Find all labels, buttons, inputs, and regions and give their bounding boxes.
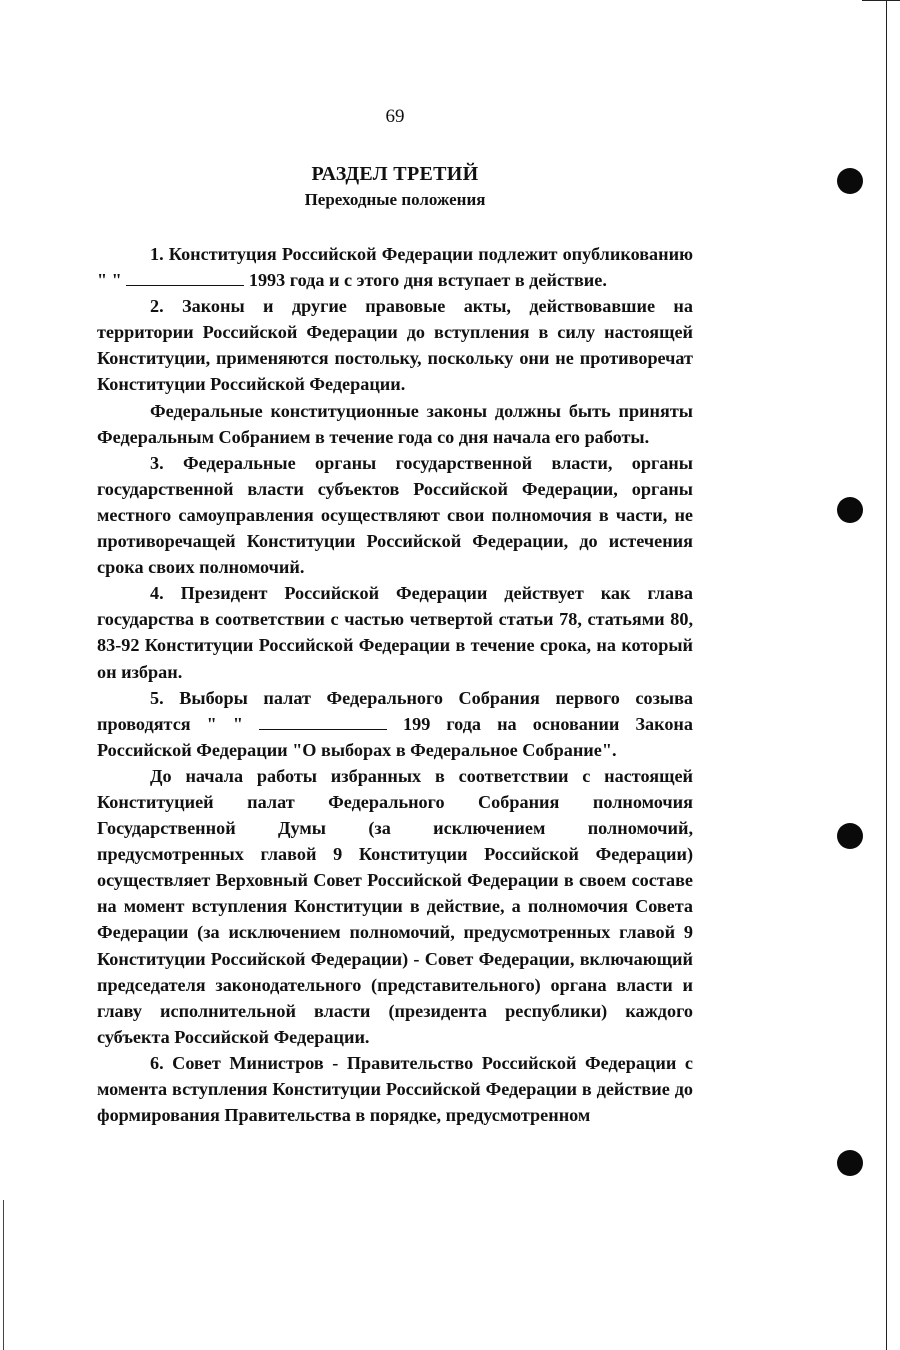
date-blank-line <box>126 269 244 286</box>
scan-edge-left <box>3 1200 4 1350</box>
paragraph-3: Федеральные конституционные законы должны быть приняты Федеральным Собранием в течение года со дня начала его работы. <box>97 400 693 447</box>
paragraph-6 <box>97 685 693 763</box>
paragraph-1-end: 1993 года и с этого дня вступает в действие. <box>244 270 607 291</box>
paragraph-6-start: 5. Выборы палат Федерального Собрания первого созыва проводятся " " <box>97 687 693 734</box>
punch-hole-3 <box>837 823 863 849</box>
paragraph-8: 6. Совет Министров - Правительство Российской Федерации с момента вступления Конституции Российской Федерации в действие до формирования Правительства в порядке, предусмотренном <box>97 1052 693 1126</box>
section-subtitle: Переходные положения <box>304 190 486 209</box>
paragraph-7: До начала работы избранных в соответствии с настоящей Конституцией палат Федерального Собрания полномочия Государственной Думы (за исключением полномочий, предусмотренных главой 9 Конституции Российской Федерации) осуществляет Верховный Совет Российской Федерации в своем составе на момент вступления Конституции в действие, а полномочия Совета Федерации (за исключением полномочий, предусмотренных главой 9 Конституции Российской Федерации) - Совет Федерации, включающий председателя законодательного (представительного) органа власти и главу исполнительной власти (президента республики) каждого субъекта Российской Федерации. <box>97 765 693 1047</box>
punch-hole-2 <box>837 497 863 523</box>
punch-hole-1 <box>837 168 863 194</box>
paragraph-1 <box>97 241 693 293</box>
paragraph-6-end: 199 года на основании Закона Российской Федерации "О выборах в Федеральное Собрание". <box>97 713 693 760</box>
punch-hole-4 <box>837 1150 863 1176</box>
scan-edge-right <box>886 0 887 1350</box>
section-title: РАЗДЕЛ ТРЕТИЙ <box>311 163 479 185</box>
date-blank-line <box>259 713 387 730</box>
paragraph-2: 2. Законы и другие правовые акты, действовавшие на территории Российской Федерации до вступления в силу настоящей Конституции, применяются постольку, поскольку они не противоречат Конституции Российской Федерации. <box>97 296 693 395</box>
paragraph-4: 3. Федеральные органы государственной власти, органы государственной власти субъектов Российской Федерации, органы местного самоуправления осуществляют свои полномочия в части, не противоречащей Конституции Российской Федерации, до истечения срока своих полномочий. <box>97 452 693 578</box>
paragraph-1-start: 1. Конституция Российской Федерации подлежит опубликованию " " <box>97 244 693 291</box>
paragraph-5: 4. Президент Российской Федерации действует как глава государства в соответствии с частью четвертой статьи 78, статьями 80, 83-92 Конституции Российской Федерации в течение срока, на который он избран. <box>97 583 693 682</box>
body-text <box>97 241 693 1128</box>
scan-edge-top <box>862 0 900 1</box>
page-number: 69 <box>385 106 405 127</box>
